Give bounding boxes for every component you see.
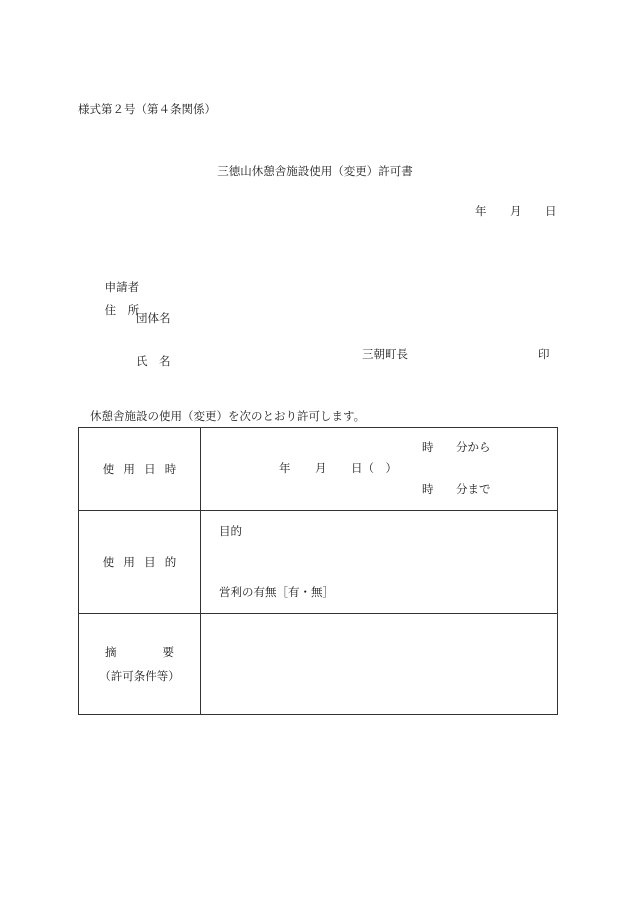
intro-text: 休憩舎施設の使用（変更）を次のとおり許可します。 [90,409,366,423]
usage-purpose-label-cell [79,511,201,614]
group-name-label: 団体名 [136,311,171,325]
usage-year-label: 年 [279,461,291,475]
usage-purpose-cell [201,511,558,614]
document-title: 三徳山休憩舎施設使用（変更）許可書 [217,164,413,178]
profit-status-label: 営利の有無［有・無］ [219,585,334,599]
remarks-sublabel: （許可条件等） [99,669,180,683]
usage-day-label: 日（ ） [351,461,397,475]
remarks-label: 摘 要 [105,645,174,659]
usage-month-label: 月 [315,461,327,475]
seal-mark: 印 [538,347,550,361]
address-label: 住 所 [104,302,140,317]
applicant-heading: 申請者 [104,279,140,294]
permit-table [78,427,558,715]
date-year-label: 年 [475,204,487,218]
form-number: 様式第２号（第４条関係） [78,102,216,116]
purpose-label: 目的 [219,524,242,538]
from-hour-label: 時 [422,440,434,454]
usage-datetime-cell [201,428,558,511]
to-hour-label: 時 [422,482,434,496]
table-row-usage-purpose [79,511,558,614]
usage-datetime-label-cell [79,428,201,511]
applicant-block [90,247,171,388]
name-label: 氏 名 [136,354,171,368]
remarks-cell [201,614,558,715]
usage-purpose-label: 使用目的 [102,555,186,569]
date-month-label: 月 [510,204,522,218]
issuer-title: 三朝町長 [362,347,408,361]
table-row-usage-datetime [79,428,558,511]
table-row-remarks [79,614,558,715]
from-minute-label: 分から [456,440,491,454]
remarks-label-cell [79,614,201,715]
to-minute-label: 分まで [456,482,491,496]
usage-datetime-label: 使用日時 [102,462,186,476]
date-day-label: 日 [545,204,557,218]
